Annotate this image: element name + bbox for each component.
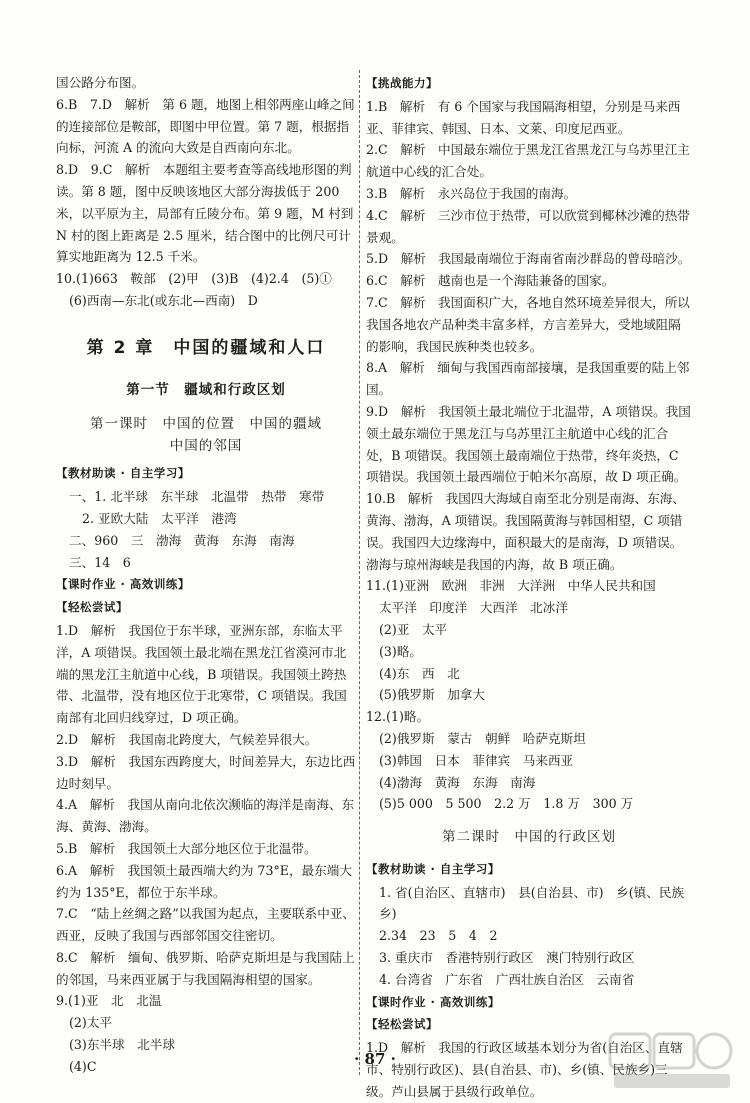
lesson-title — [56, 413, 356, 457]
answer-line: 10.B 解析 我国四大海域自南至北分别是南海、东海、黄海、渤海，A 项错误。我国隔黄海与韩国相望，C 项错误。我国四大边缘海中，面积最大的是南海，D 项错误。渤海与琼州海峡是我国的内海，故 B 项正确。 — [366, 491, 685, 572]
answer-line: 1.B 解析 有 6 个国家与我国隔海相望，分别是马来西亚、菲律宾、韩国、日本、文莱、印度尼西亚。 — [366, 98, 681, 136]
study-line: 2. 亚欧大陆 太平洋 港湾 — [82, 510, 237, 526]
answer-line: 3.B 解析 永兴岛位于我国的南海。 — [366, 185, 577, 201]
left-column — [56, 72, 356, 1078]
answer-line: 8.D 9.C 解析 本题组主要考查等高线地形图的判读。第 8 题，图中反映该地区大部分海拔低于 200 米，以平原为主，局部有丘陵分布。第 9 题，M 村到 N 村的图上距离是 2.5 厘米，结合图中的比例尺可计算实地距离为 12.5 千米。 — [56, 162, 354, 265]
lesson-title: 第二课时 中国的行政区划 — [442, 829, 616, 846]
answer-line: 5.B 解析 我国领土大部分地区位于北温带。 — [56, 840, 317, 856]
section-title: 第一节 疆域和行政区划 — [126, 381, 286, 398]
answer-line: (5)5 000 5 500 2.2 万 1.8 万 300 万 — [379, 796, 634, 812]
answer-line: (4)C — [69, 1058, 97, 1074]
study-line: 二、960 三 渤海 黄海 东海 南海 — [69, 532, 295, 548]
answer-line: (5)俄罗斯 加拿大 — [379, 687, 485, 703]
answer-line: 9.D 解析 我国领土最北端位于北温带，A 项错误。我国领土最东端位于黑龙江与乌苏里江主航道中心线的汇合处，B 项错误。我国领土最南端位于热带，终年炎热，C 项错误。我国领土最西端位于帕米尔高原，故 D 项正确。 — [366, 403, 691, 485]
answer-line: 12.(1)略。 — [366, 709, 430, 725]
lesson-title-line: 第一课时 中国的位置 中国的疆域 — [90, 416, 322, 433]
answer-line: 3.D 解析 我国东西跨度大，时间差异大，东边比西边时刻早。 — [56, 753, 356, 791]
chapter-title: 第 2 章 中国的疆域和人口 — [86, 337, 326, 358]
homework-heading: 【课时作业 · 高效训练】 — [56, 577, 190, 592]
study-line: 3. 重庆市 香港特别行政区 澳门特别行政区 — [379, 950, 635, 966]
answer-line: (4)渤海 黄海 东海 南海 — [379, 774, 536, 790]
page-number: · 87 · — [354, 1050, 396, 1068]
study-heading: 【教材助读 · 自主学习】 — [56, 466, 190, 481]
answer-line: 5.D 解析 我国最南端位于海南省南沙群岛的曾母暗沙。 — [366, 251, 691, 267]
study-line: 三、14 6 — [69, 554, 131, 570]
answer-line: 8.C 解析 缅甸、俄罗斯、哈萨克斯坦是与我国陆上的邻国，马来西亚属于与我国隔海相望的国家。 — [56, 949, 355, 987]
easy-heading: 【轻松尝试】 — [366, 1017, 438, 1032]
answer-line: 6.A 解析 我国领土最西端大约为 73°E，最东端大约为 135°E，都位于东半球。 — [56, 862, 352, 900]
answer-line: (3)东半球 北半球 — [69, 1037, 175, 1053]
answer-line: 2.D 解析 我国南北跨度大，气候差异很大。 — [56, 731, 318, 747]
answer-line: 7.C 解析 我国面积广大，各地自然环境差异很大，所以我国各地农产品种类丰富多样，方言差异大，受地域阻隔的影响，我国民族种类也较多。 — [366, 294, 690, 354]
answer-line: 1.D 解析 我国的行政区域基本划分为省(自治区、直辖市、特别行政区)、县(自治县、市)、乡(镇、民族乡)三级。芦山县属于县级行政单位。 — [366, 1040, 683, 1099]
answer-line: (2)亚 太平 — [379, 621, 448, 637]
study-line: 1. 省(自治区、直辖市) 县(自治县、市) 乡(镇、民族乡) — [379, 884, 685, 922]
answer-line: (4)东 西 北 — [379, 665, 460, 681]
answer-line: 4.C 解析 三沙市位于热带，可以欣赏到椰林沙滩的热带景观。 — [366, 207, 690, 245]
answer-line: 8.A 解析 缅甸与我国西南部接壤，是我国重要的陆上邻国。 — [366, 360, 690, 398]
study-line: 一、1. 北半球 东半球 北温带 热带 寒带 — [69, 489, 325, 505]
study-line: 2.34 23 5 4 2 — [379, 928, 498, 944]
answer-line: 6.C 解析 越南也是一个海陆兼备的国家。 — [366, 273, 615, 289]
easy-heading: 【轻松尝试】 — [56, 600, 128, 615]
answer-line: 1.D 解析 我国位于东半球，亚洲东部，东临太平洋，A 项错误。我国领土最北端在黑龙江省漠河市北端的黑龙江主航道中心线，B 项错误。我国领土跨热带、北温带，没有地区位于北寒带，C 项错误。我国南部有北回归线穿过，D 项正确。 — [56, 622, 347, 726]
answer-line: (6)西南—东北(或东北—西南) D — [69, 292, 258, 308]
watermark-logo-icon — [608, 1030, 736, 1092]
column-divider — [359, 70, 361, 1075]
answer-line: (3)韩国 日本 菲律宾 马来西亚 — [379, 752, 574, 768]
homework-heading: 【课时作业 · 高效训练】 — [366, 994, 500, 1009]
study-heading: 【教材助读 · 自主学习】 — [366, 861, 500, 876]
right-column — [366, 72, 692, 1103]
answer-line: 2.C 解析 中国最东端位于黑龙江省黑龙江与乌苏里江主航道中心线的汇合处。 — [366, 142, 690, 180]
challenge-heading: 【挑战能力】 — [366, 76, 438, 90]
answer-line: (3)略。 — [379, 643, 423, 659]
study-line: 4. 台湾省 广东省 广西壮族自治区 云南省 — [379, 971, 635, 987]
answer-line: 6.B 7.D 解析 第 6 题，地图上相邻两座山峰之间的连接部位是鞍部，即图中甲位置。第 7 题，根据指向标，河流 A 的流向大致是自西南向东北。 — [56, 96, 355, 156]
answer-line: (2)俄罗斯 蒙古 朝鲜 哈萨克斯坦 — [379, 730, 586, 746]
answer-line: 9.(1)亚 北 北温 — [56, 993, 162, 1009]
answer-line: 7.C “陆上丝绸之路”以我国为起点，主要联系中亚、西亚，反映了我国与西部邻国交往密切。 — [56, 906, 355, 944]
lesson-title-line: 中国的邻国 — [169, 438, 243, 455]
answer-line: 国公路分布图。 — [56, 75, 145, 90]
answer-line: 4.A 解析 我国从南向北依次濒临的海洋是南海、东海、黄海、渤海。 — [56, 797, 355, 835]
answer-line: 太平洋 印度洋 大西洋 北冰洋 — [379, 600, 568, 616]
answer-line: 10.(1)663 鞍部 (2)甲 (3)B (4)2.4 (5)① — [56, 271, 332, 287]
answer-line: 11.(1)亚洲 欧洲 非洲 大洋洲 中华人民共和国 — [366, 578, 656, 594]
answer-line: (2)太平 — [69, 1015, 113, 1031]
